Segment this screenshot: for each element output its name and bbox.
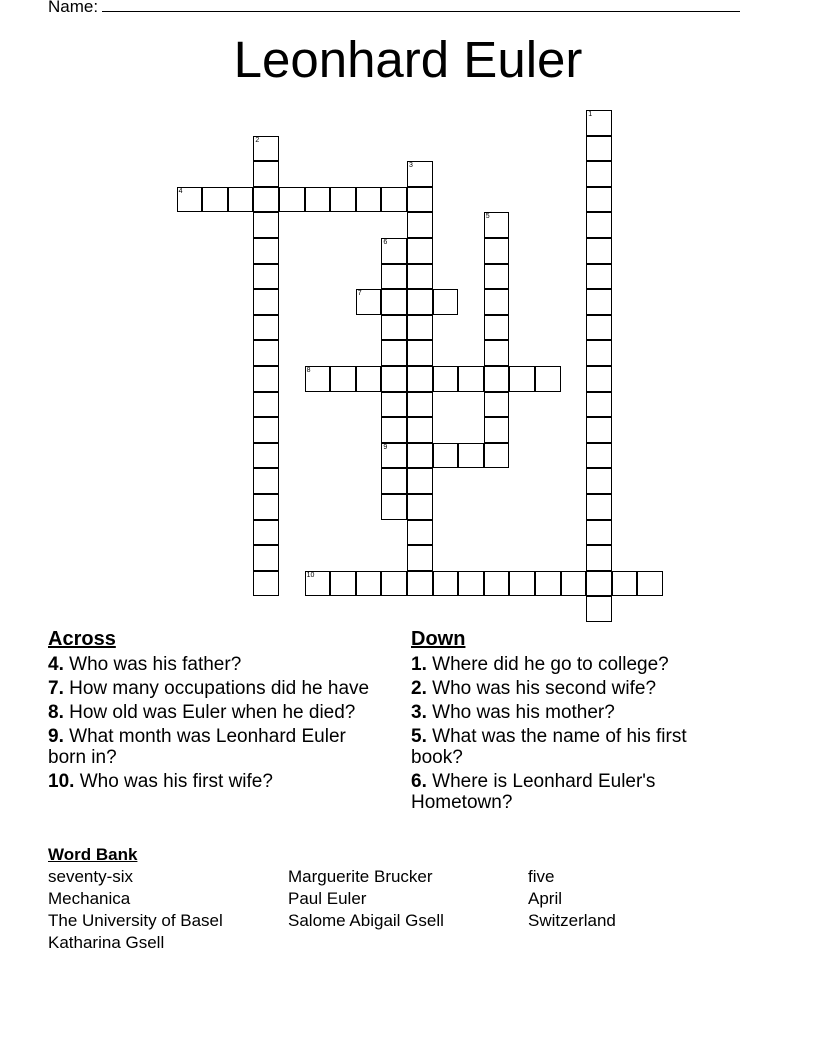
grid-cell[interactable] [433,443,459,469]
clue-text: What month was Leonhard Euler born in? [48,726,346,768]
clue-number: 1. [411,654,427,675]
grid-cell[interactable] [407,238,433,264]
clue-text: How old was Euler when he died? [63,702,356,723]
grid-cell[interactable] [228,187,254,213]
grid-cell[interactable] [407,494,433,520]
word-bank-item: Mechanica [48,889,131,908]
grid-cell[interactable] [407,443,433,469]
grid-cell[interactable] [330,366,356,392]
clue-down-5 [411,726,741,768]
grid-cell[interactable] [458,366,484,392]
grid-cell[interactable] [484,443,510,469]
grid-cell[interactable] [407,340,433,366]
clue-text: Where did he go to college? [426,654,669,675]
clue-down-2 [411,678,741,699]
clue-text: Who was his second wife? [426,678,657,699]
clue-across-7 [48,678,378,699]
grid-cell[interactable] [586,238,612,264]
clue-across-4 [48,654,378,675]
word-bank-item: seventy-six [48,867,134,886]
grid-cell[interactable] [407,417,433,443]
page-title: Leonhard Euler [233,31,583,88]
grid-cell[interactable] [356,289,382,315]
grid-cell[interactable] [407,187,433,213]
grid-cell[interactable] [356,366,382,392]
word-bank-item: five [528,867,555,886]
grid-cell[interactable] [586,340,612,366]
clue-down-6 [411,771,741,813]
grid-cell[interactable] [381,340,407,366]
clue-number-label: 6 [383,239,388,246]
grid-cell[interactable] [253,366,279,392]
word-bank-item: Salome Abigail Gsell [288,911,444,930]
grid-cell[interactable] [381,187,407,213]
grid-cell[interactable] [202,187,228,213]
grid-cell[interactable] [407,468,433,494]
word-bank [48,845,728,953]
grid-cell[interactable] [305,187,331,213]
grid-cell[interactable] [561,571,587,597]
clue-number-label: 3 [409,162,413,170]
grid-cell[interactable] [586,366,612,392]
grid-cell[interactable] [509,366,535,392]
grid-cell[interactable] [586,494,612,520]
grid-cell[interactable] [484,366,510,392]
clue-number-label: 10 [306,571,315,579]
grid-cell[interactable] [407,212,433,238]
grid-cell[interactable] [586,520,612,546]
grid-cell[interactable] [177,187,203,213]
grid-cell[interactable] [381,264,407,290]
grid-cell[interactable] [253,136,279,162]
grid-cell[interactable] [484,340,510,366]
grid-cell[interactable] [586,187,612,213]
grid-cell[interactable] [612,571,638,597]
grid-cell[interactable] [253,545,279,571]
clue-number-label: 9 [383,443,388,451]
word-bank-item: Marguerite Brucker [288,867,433,886]
word-bank-item: Switzerland [528,911,616,930]
clue-number: 2. [411,678,427,699]
grid-cell[interactable] [407,392,433,418]
grid-cell[interactable] [586,212,612,238]
grid-cell[interactable] [381,366,407,392]
grid-cell[interactable] [484,571,510,597]
clue-number: 6. [411,771,427,792]
clue-number: 4. [48,654,64,675]
grid-cell[interactable] [586,443,612,469]
grid-cell[interactable] [356,187,382,213]
clue-number-label: 7 [357,290,362,298]
grid-cell[interactable] [484,417,510,443]
clue-text: What was the name of his first book? [411,726,687,768]
grid-cell[interactable] [381,417,407,443]
grid-cell[interactable] [381,392,407,418]
grid-cell[interactable] [484,212,510,238]
grid-cell[interactable] [381,238,407,264]
grid-cell[interactable] [253,443,279,469]
down-heading: Down [411,628,466,650]
grid-cell[interactable] [484,392,510,418]
grid-cell[interactable] [381,468,407,494]
word-bank-item: The University of Basel [48,911,223,930]
clue-number: 5. [411,726,427,747]
clue-down-3 [411,702,741,723]
clue-down-1 [411,654,741,675]
grid-cell[interactable] [407,520,433,546]
grid-cell[interactable] [509,571,535,597]
grid-cell[interactable] [381,494,407,520]
grid-cell[interactable] [253,417,279,443]
grid-cell[interactable] [330,571,356,597]
clue-text: Where is Leonhard Euler's Hometown? [411,771,656,813]
clue-across-8 [48,702,378,723]
clue-text: Who was his mother? [426,702,615,723]
grid-cell[interactable] [407,161,433,187]
grid-cell[interactable] [330,187,356,213]
grid-cell[interactable] [586,110,612,136]
grid-cell[interactable] [535,366,561,392]
grid-cell[interactable] [253,315,279,341]
grid-cell[interactable] [381,315,407,341]
clue-number: 10. [48,771,75,792]
grid-cell[interactable] [586,468,612,494]
grid-cell[interactable] [484,264,510,290]
word-bank-item: Paul Euler [288,889,367,908]
grid-cell[interactable] [253,238,279,264]
clue-number: 9. [48,726,64,747]
down-clues [411,629,741,816]
grid-cell[interactable] [586,392,612,418]
clue-across-9 [48,726,378,768]
clue-number-label: 8 [306,367,311,374]
grid-cell[interactable] [586,417,612,443]
word-bank-item: April [528,889,563,908]
grid-cell[interactable] [356,571,382,597]
grid-cell[interactable] [253,264,279,290]
grid-cell[interactable] [253,571,279,597]
grid-cell[interactable] [458,571,484,597]
grid-cell[interactable] [586,571,612,597]
grid-cell[interactable] [305,366,331,392]
grid-cell[interactable] [407,315,433,341]
grid-cell[interactable] [253,212,279,238]
grid-cell[interactable] [586,596,612,622]
grid-cell[interactable] [381,571,407,597]
grid-cell[interactable] [305,571,331,597]
clue-number-label: 5 [485,213,490,221]
grid-cell[interactable] [407,289,433,315]
grid-cell[interactable] [253,187,279,213]
clue-text: How many occupations did he have [63,678,370,699]
grid-cell[interactable] [586,136,612,162]
grid-cell[interactable] [586,545,612,571]
clue-text: Who was his first wife? [74,771,273,792]
grid-cell[interactable] [253,392,279,418]
clue-number-label: 2 [255,136,260,144]
grid-cell[interactable] [586,161,612,187]
grid-cell[interactable] [381,443,407,469]
grid-cell[interactable] [484,289,510,315]
grid-cell[interactable] [253,520,279,546]
clue-text: Who was his father? [63,654,242,675]
grid-cell[interactable] [458,443,484,469]
grid-cell[interactable] [381,289,407,315]
word-bank-item: Katharina Gsell [48,933,165,952]
grid-cell[interactable] [407,571,433,597]
grid-cell[interactable] [433,571,459,597]
grid-cell[interactable] [253,161,279,187]
grid-cell[interactable] [407,366,433,392]
grid-cell[interactable] [433,289,459,315]
grid-cell[interactable] [407,545,433,571]
grid-cell[interactable] [253,494,279,520]
clue-number: 8. [48,702,64,723]
grid-cell[interactable] [586,315,612,341]
grid-cell[interactable] [279,187,305,213]
grid-cell[interactable] [253,468,279,494]
across-heading: Across [48,628,116,650]
clue-number-label: 1 [588,111,593,118]
clue-number: 7. [48,678,64,699]
grid-cell[interactable] [253,340,279,366]
clue-number-label: 4 [178,187,183,195]
grid-cell[interactable] [586,264,612,290]
clue-number: 3. [411,702,427,723]
grid-cell[interactable] [407,264,433,290]
clue-across-10 [48,771,378,792]
grid-cell[interactable] [253,289,279,315]
word-bank-title: Word Bank [48,845,138,864]
grid-cell[interactable] [433,366,459,392]
grid-cell[interactable] [586,289,612,315]
grid-cell[interactable] [535,571,561,597]
grid-cell[interactable] [637,571,663,597]
grid-cell[interactable] [484,238,510,264]
grid-cell[interactable] [484,315,510,341]
across-clues [48,629,378,795]
name-label: Name: [48,0,99,16]
